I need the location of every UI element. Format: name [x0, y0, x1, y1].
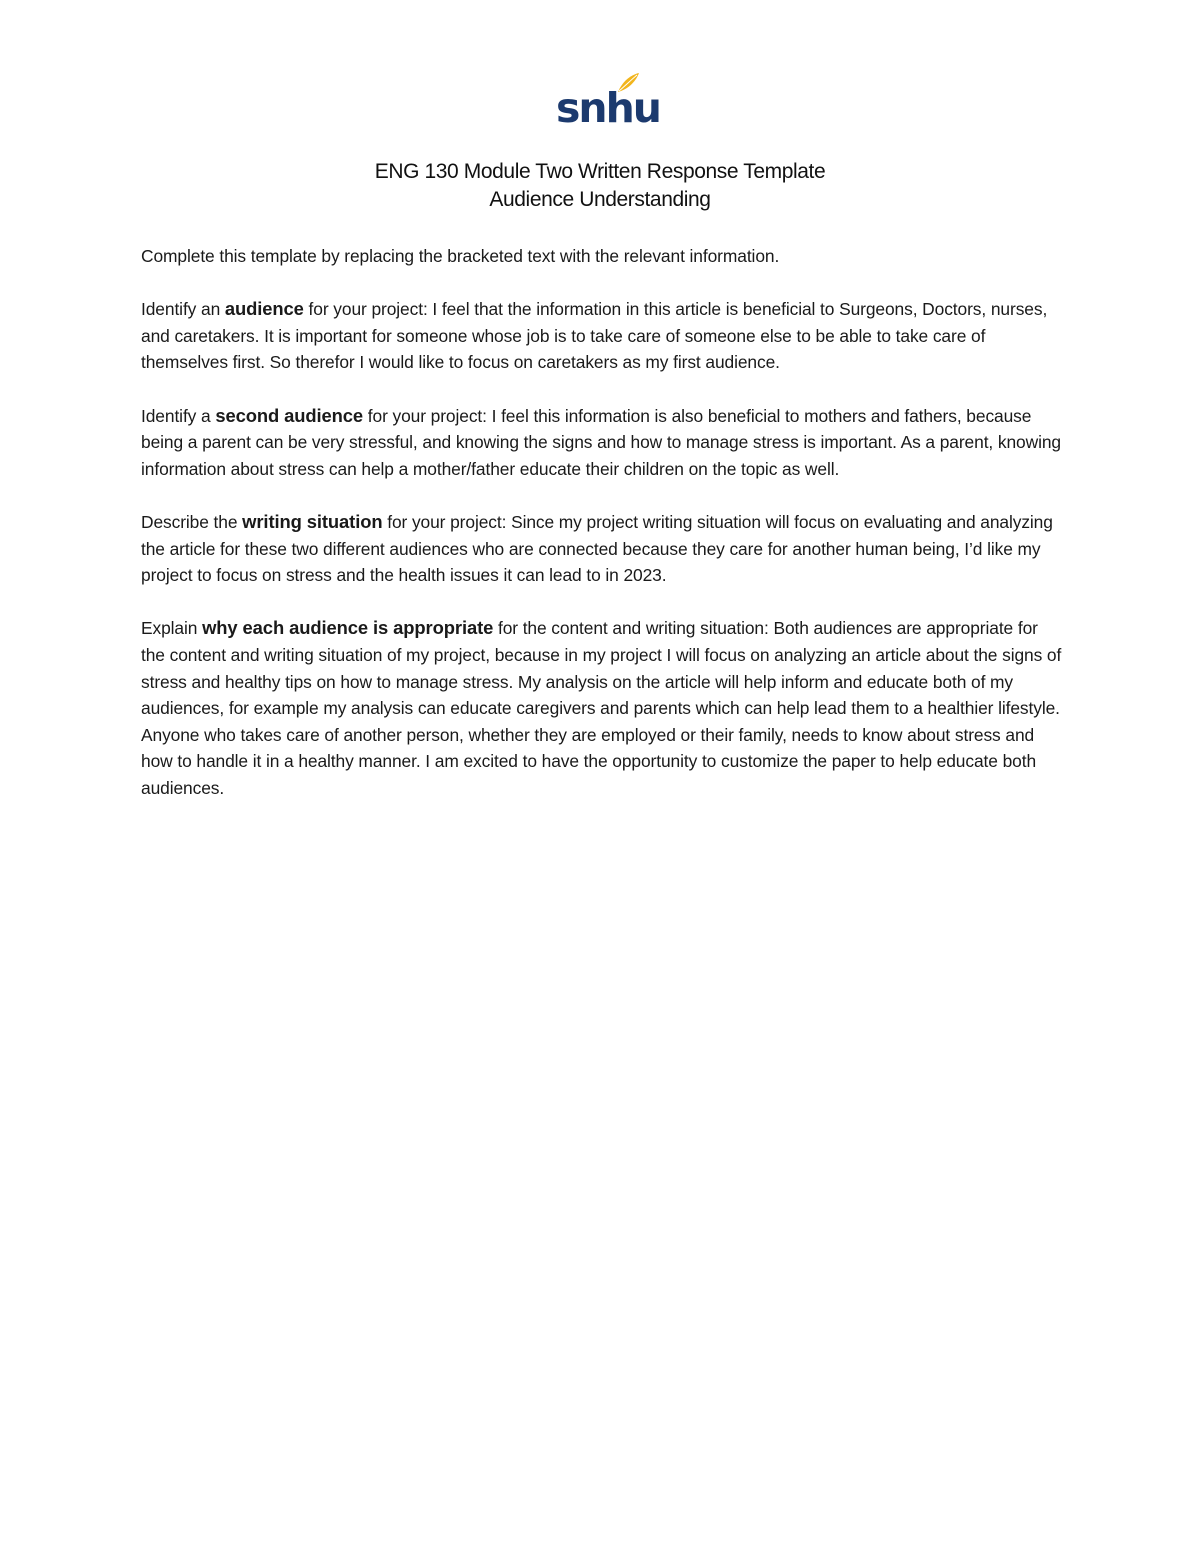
- second-audience-paragraph: [141, 403, 1066, 483]
- paragraph-prefix: Identify a: [141, 405, 216, 426]
- paragraph-prefix: Describe the: [141, 511, 243, 532]
- paragraph-response: for your project: I feel that the information in this article is beneficial to Surgeons, Doctors, nurses, and caretakers. It is important for someone whose job is to take care of someone else to be able to take care of themselves first. So therefor I would like to focus on caretakers as my first audience.: [141, 299, 1048, 373]
- leaf-icon: [616, 72, 640, 96]
- paragraph-keyword: why each audience is appropriate: [202, 617, 494, 639]
- paragraph-keyword: writing situation: [242, 510, 383, 532]
- appropriateness-paragraph: [141, 615, 1066, 801]
- paragraph-prefix: Explain: [141, 618, 203, 639]
- paragraph-prefix: Identify an: [141, 299, 225, 320]
- intro-paragraph: Complete this template by replacing the bracketed text with the relevant information.: [141, 246, 780, 266]
- logo-wordmark: snhu: [556, 84, 660, 132]
- title-line-2: Audience Understanding: [489, 188, 711, 211]
- paragraph-keyword: second audience: [215, 404, 364, 426]
- paragraph-response: for the content and writing situation: Both audiences are appropriate for the content and writing situation of my project, because in my project I will focus on analyzing an article about the signs of stress and healthy tips on how to manage stress. My analysis on the article will help inform and educate both of my audiences, for example my analysis can educate caregivers and parents which can help lead them to a healthier lifestyle. Anyone who takes care of another person, whether they are employed or their family, needs to know about stress and how to handle it in a healthy manner. I am excited to have the opportunity to customize the paper to help educate both audiences.: [141, 618, 1062, 798]
- paragraph-keyword: audience: [224, 298, 304, 320]
- audience-paragraph: [141, 296, 1066, 376]
- title-line-1: ENG 130 Module Two Written Response Template: [374, 160, 826, 183]
- snhu-logo: [556, 72, 660, 132]
- paragraph-response: for your project: Since my project writing situation will focus on evaluating and analyzing the article for these two different audiences who are connected because they care for another human being, I’d like my project to focus on stress and the health issues it can lead to in 2023.: [141, 511, 1053, 586]
- paragraph-response: for your project: I feel this information is also beneficial to mothers and fathers, because being a parent can be very stressful, and knowing the signs and how to manage stress is important. As a parent, knowing information about stress can help a mother/father educate their children on the topic as well.: [141, 405, 1061, 479]
- writing-situation-paragraph: [141, 509, 1066, 589]
- page-title: [0, 158, 1200, 214]
- document-body: [141, 243, 1066, 828]
